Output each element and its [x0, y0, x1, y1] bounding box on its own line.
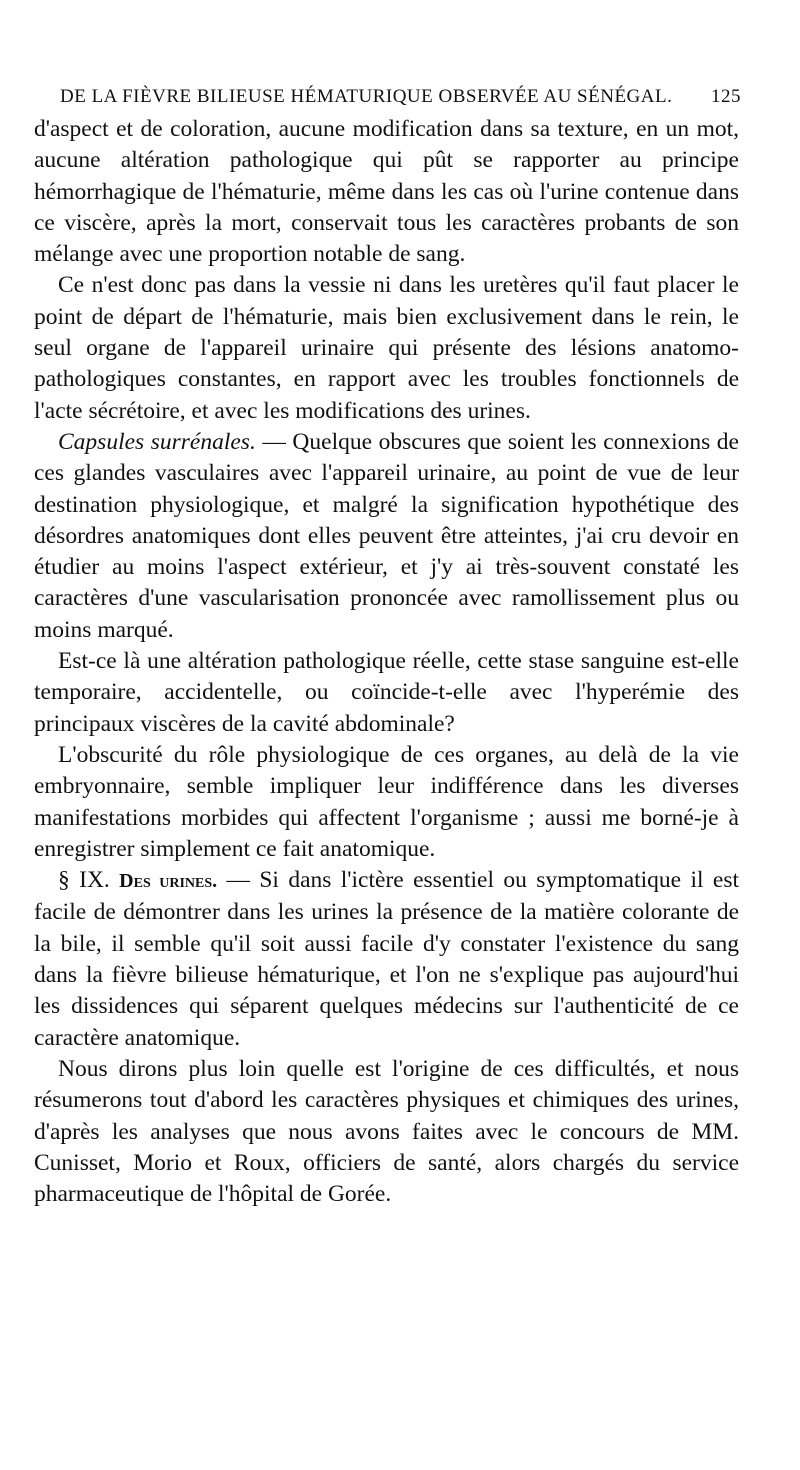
- paragraph-urines: [34, 865, 739, 1054]
- page-number: 125: [711, 86, 741, 107]
- paragraph-obscurity: [34, 740, 739, 865]
- paragraph-text: Nous dirons plus loin quelle est l'origine de ces difficultés, et nous résumerons tout d'abord les caractères physiques et chimiques des urines, d'après les analyses que nous avons faites avec le concours de MM. Cunisset, Morio et Roux, officiers de santé, alors chargés du service pharmaceutique de l'hôpital de Gorée.: [34, 1055, 739, 1208]
- paragraph-text: — Quelque obscures que soient les connexions de ces glandes vasculaires avec l'appareil urinaire, au point de vue de leur destination physiologique, et malgré la signification hypothétique des désordres anatomiques dont elles peuvent être atteintes, j'ai cru devoir en étudier au moins l'aspect extérieur, et j'y ai très-souvent constaté les caractères d'une vascularisation prononcée avec ramollissement plus ou moins marqué.: [34, 428, 739, 643]
- paragraph-bladder: [34, 270, 739, 426]
- paragraph-text: L'obscurité du rôle physiologique de ces organes, au delà de la vie embryonnaire, semble impliquer leur indifférence dans les diverses manifestations morbides qui affectent l'organisme ; aussi me borné-je à enregistrer simplement ce fait anatomique.: [34, 741, 739, 862]
- paragraph-analyses: [34, 1054, 739, 1210]
- body-text: [34, 114, 739, 1210]
- paragraph-text: Est-ce là une altération pathologique réelle, cette stase sanguine est-elle temporaire, accidentelle, ou coïncide-t-elle avec l'hyperémie des principaux viscères de la cavité abdominale?: [34, 648, 739, 737]
- paragraph-heading: Capsules surrénales.: [58, 428, 256, 455]
- running-title: DE LA FIÈVRE BILIEUSE HÉMATURIQUE OBSERVÉE AU SÉNÉGAL.: [60, 86, 673, 107]
- paragraph-text: Ce n'est donc pas dans la vessie ni dans les uretères qu'il faut placer le point de départ de l'hématurie, mais bien exclusivement dans le rein, le seul organe de l'appareil urinaire qui présente des lésions anatomo-pathologiques constantes, en rapport avec les troubles fonctionnels de l'acte sécrétoire, et avec les modifications des urines.: [34, 272, 739, 424]
- paragraph-text: d'aspect et de coloration, aucune modification dans sa texture, en un mot, aucune altération pathologique qui pût se rapporter au principe hémorrhagique de l'hématurie, même dans les cas où l'urine contenue dans ce viscère, après la mort, conservait tous les caractères probants de son mélange avec une proportion notable de sang.: [34, 116, 739, 268]
- running-head: [34, 80, 739, 114]
- paragraph-text: — Si dans l'ictère essentiel ou symptomatique il est facile de démontrer dans les urines la présence de la matière colorante de la bile, il semble qu'il soit aussi facile d'y constater l'existence du sang dans la fièvre bilieuse hématurique, et l'on ne s'explique pas aujourd'hui les dissidences qui séparent quelques médecins sur l'authenticité de ce caractère anatomique.: [34, 867, 740, 1051]
- paragraph-continued: [34, 114, 739, 270]
- section-number: § IX.: [58, 867, 110, 894]
- paragraph-adrenal-capsules: [34, 427, 739, 646]
- section-heading: Des urines.: [119, 870, 218, 893]
- paragraph-question: [34, 646, 739, 740]
- book-page: [34, 80, 739, 1210]
